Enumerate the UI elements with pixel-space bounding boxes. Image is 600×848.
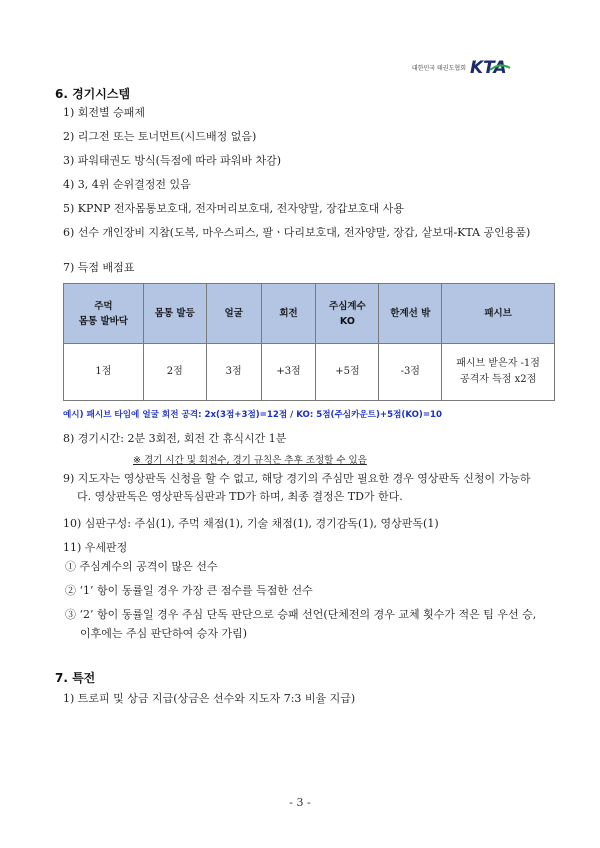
- section-6-item-4: 4) 3, 4위 순위결정전 있음: [63, 178, 191, 191]
- header-face: 얼굴: [206, 284, 261, 344]
- section-6-item-10: 10) 심판구성: 주심(1), 주먹 채점(1), 기술 채점(1), 경기감독(1), 영상판독(1): [63, 517, 439, 530]
- header-out-of-bounds: 한계선 밖: [379, 284, 442, 344]
- header-body-instep: 몸통 발등: [143, 284, 206, 344]
- header-spin: 회전: [261, 284, 316, 344]
- header-punch-body: [64, 284, 144, 344]
- priority-rule-1: ① 주심계수의 공격이 많은 선수: [65, 560, 218, 573]
- header-passive: 패시브: [442, 284, 555, 344]
- section-6-title: 6. 경기시스템: [55, 87, 131, 101]
- value-passive-label: 패시브 받은자 -1점 공격자 득점 x2점: [456, 358, 540, 385]
- section-6-item-3: 3) 파워태권도 방식(득점에 따라 파워바 차감): [63, 154, 281, 167]
- value-punch-body: 1점: [64, 344, 144, 401]
- section-6-item-5: 5) KPNP 전자몸통보호대, 전자머리보호대, 전자양말, 장갑보호대 사용: [63, 202, 405, 215]
- org-name: 대한민국 태권도협회: [411, 65, 466, 72]
- value-referee-count-ko: +5점: [316, 344, 379, 401]
- section-7-title: 7. 특전: [55, 671, 96, 685]
- priority-rule-2: ② ‘1’ 항이 동률일 경우 가장 큰 점수를 득점한 선수: [65, 584, 313, 597]
- logo-wordmark: KTA: [470, 58, 507, 76]
- value-spin: +3점: [261, 344, 316, 401]
- priority-rule-3: ③ ‘2’ 항이 동률일 경우 주심 단독 판단으로 승패 선언(단체전의 경우 교체 횟수가 적은 팀 우선 승, 이후에는 주심 판단하여 승자 가림): [65, 608, 537, 640]
- section-6-item-1: 1) 회전별 승패제: [63, 106, 146, 119]
- value-out-of-bounds: -3점: [379, 344, 442, 401]
- page-number: - 3 -: [289, 796, 311, 809]
- score-table: [63, 283, 555, 401]
- kta-logo: [412, 58, 524, 76]
- header-referee-count-ko-label: 주심계수 KO: [329, 300, 366, 327]
- kta-logo-icon: [470, 58, 524, 76]
- rule-change-note: ※ 경기 시간 및 회전수, 경기 규칙은 추후 조정할 수 있음: [133, 455, 367, 466]
- section-6-item-11: 11) 우세판정: [63, 541, 128, 554]
- header-referee-count-ko: [316, 284, 379, 344]
- section-6-item-9: 9) 지도자는 영상판독 신청을 할 수 없고, 해당 경기의 주심만 필요한 경우 영상판독 신청이 가능하다. 영상판독은 영상판독심판과 TD가 하며, 최종 결정은 TD가 한다.: [63, 472, 531, 503]
- section-6-item-8: 8) 경기시간: 2분 3회전, 회전 간 휴식시간 1분: [63, 432, 287, 445]
- section-6-item-7: 7) 득점 배점표: [63, 261, 135, 274]
- section-7-item-1: 1) 트로피 및 상금 지급(상금은 선수와 지도자 7:3 비율 지급): [63, 692, 356, 705]
- scoring-example: 예시) 패시브 타임에 얼굴 회전 공격: 2x(3점+3점)=12점 / KO: 5점(주심카운트)+5점(KO)=10: [63, 410, 442, 420]
- header-punch-body-label: 주먹 몸통 발바닥: [78, 300, 128, 327]
- value-passive: [442, 344, 555, 401]
- score-table-values-row: [64, 344, 555, 401]
- section-6-item-6: 6) 선수 개인장비 지참(도복, 마우스피스, 팔ㆍ다리보호대, 전자양말, 장갑, 샅보대-KTA 공인용품): [63, 226, 531, 239]
- section-6-item-2: 2) 리그전 또는 토너먼트(시드배정 없음): [63, 130, 257, 143]
- value-body-instep: 2점: [143, 344, 206, 401]
- score-table-header-row: [64, 284, 555, 344]
- value-face: 3점: [206, 344, 261, 401]
